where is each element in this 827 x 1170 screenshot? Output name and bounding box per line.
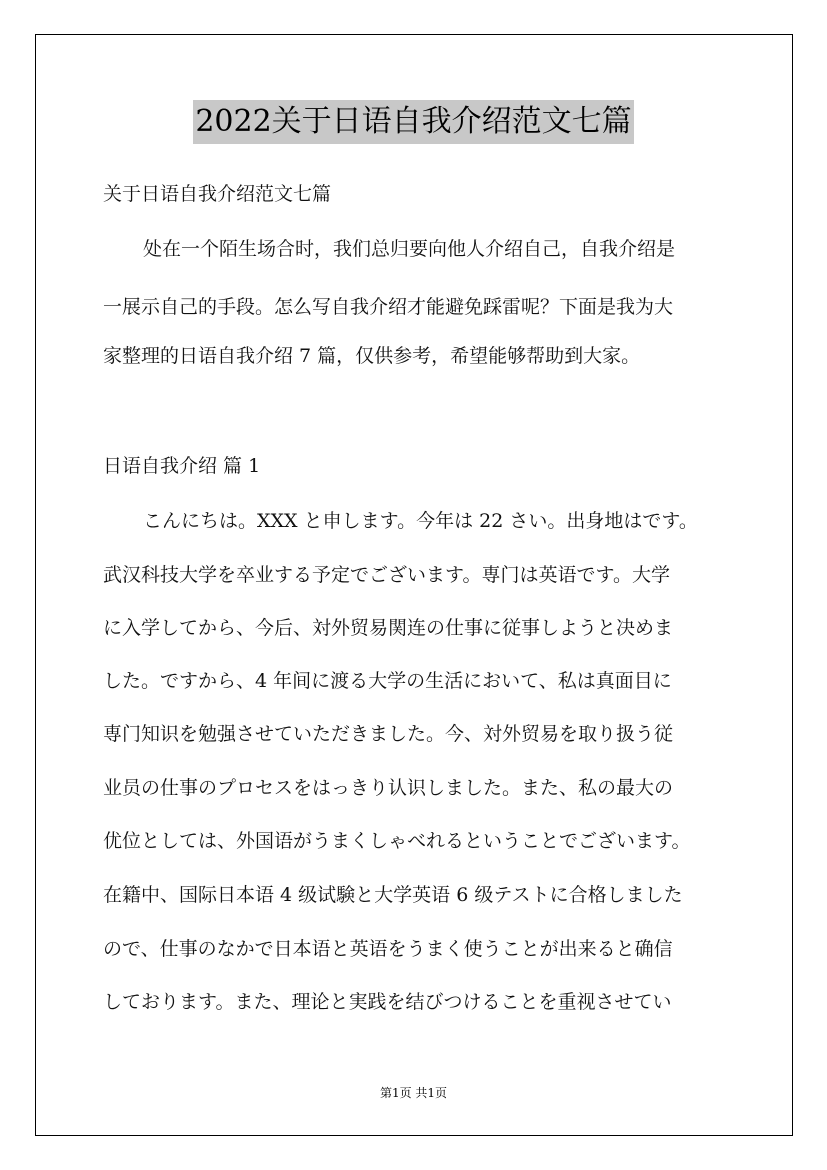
body-line-6: 业员の仕事のプロセスをはっきり认识しました。また、私の最大の	[103, 777, 674, 799]
intro-line-3: 家整理的日语自我介绍 7 篇，仅供参考，希望能够帮助到大家。	[103, 345, 641, 367]
page-footer: 第1页 共1页	[379, 1086, 448, 1100]
body-line-2: 武汉科技大学を卒业する予定でございます。専门は英语です。大学	[103, 564, 670, 586]
body-line-3: に入学してから、今后、対外贸易関连の仕事に従事しようと决めま	[103, 617, 674, 639]
section-heading: 日语自我介绍 篇 1	[103, 455, 261, 477]
title-container	[0, 100, 827, 144]
body-line-5: 専门知识を勉强させていただきました。今、対外贸易を取り扱う従	[103, 723, 674, 745]
subtitle: 关于日语自我介绍范文七篇	[103, 183, 332, 205]
intro-line-1: 处在一个陌生场合时，我们总归要向他人介绍自己，自我介绍是	[143, 238, 676, 260]
body-line-8: 在籍中、国际日本语 4 级试験と大学英语 6 级テストに合格しました	[103, 884, 683, 906]
body-line-9: ので、仕事のなかで日本语と英语をうまく使うことが出来ると确信	[103, 938, 673, 960]
body-line-10: しております。また、理论と実践を结びつけることを重视させてい	[103, 991, 672, 1013]
intro-line-2: 一展示自己的手段。怎么写自我介绍才能避免踩雷呢？下面是我为大	[103, 296, 674, 318]
document-title: 2022关于日语自我介绍范文七篇	[193, 100, 633, 144]
body-line-1: こんにちは。XXX と申します。今年は 22 さい。出身地はです。	[143, 510, 698, 532]
body-line-4: した。ですから、4 年间に渡る大学の生活において、私は真面目に	[103, 670, 672, 692]
body-line-7: 优位としては、外国语がうまくしゃべれるということでございます。	[103, 830, 691, 852]
